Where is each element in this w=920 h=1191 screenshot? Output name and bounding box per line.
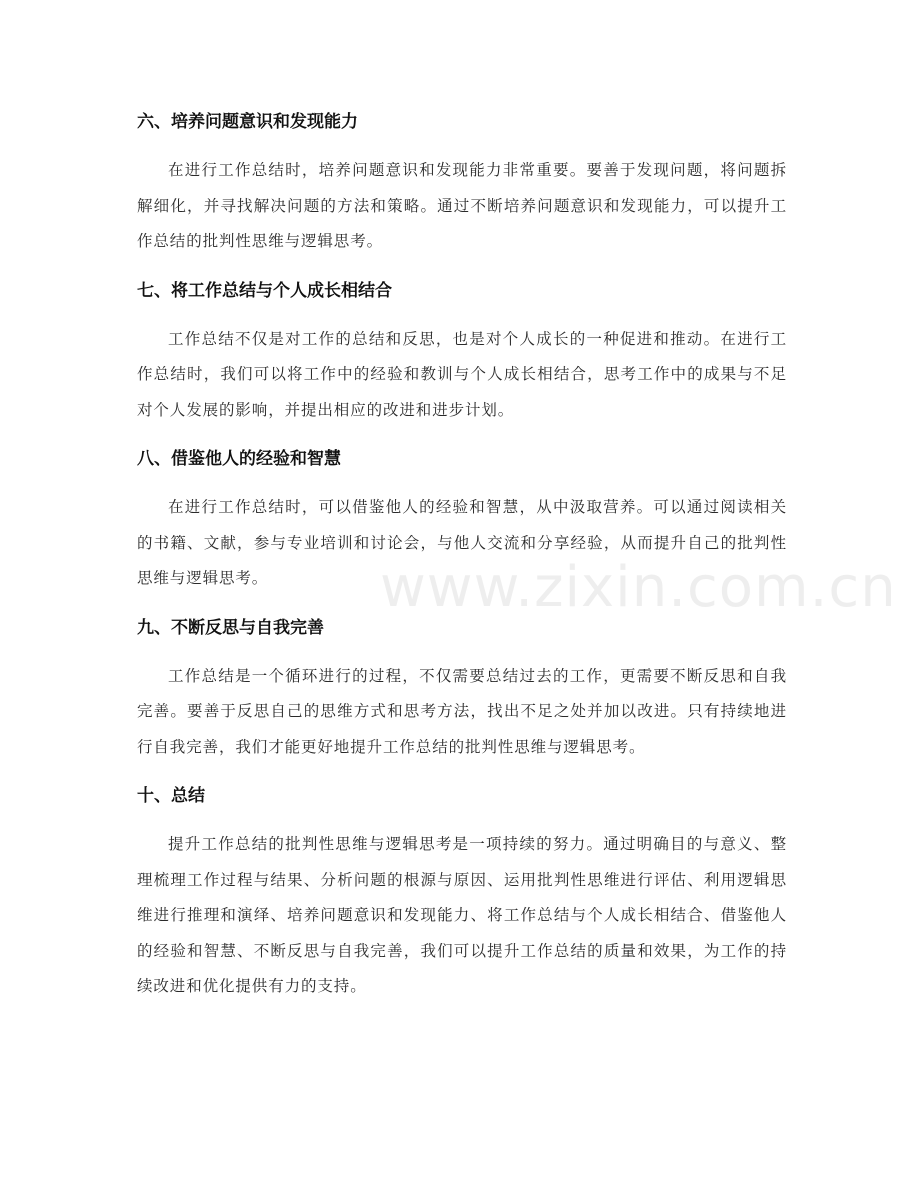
section-heading: 九、不断反思与自我完善: [137, 617, 324, 638]
section-heading: 七、将工作总结与个人成长相结合: [137, 280, 392, 301]
section-heading: 八、借鉴他人的经验和智慧: [137, 449, 341, 469]
section-paragraph: 工作总结不仅是对工作的总结和反思，也是对个人成长的一种促进和推动。在进行工作总结时，我们可以将工作中的经验和教训与个人成长相结合，思考工作中的成果与不足对个人发展的影响，并提出相应的改进和进步计划。: [137, 329, 787, 419]
section-paragraph: 在进行工作总结时，可以借鉴他人的经验和智慧，从中汲取营养。可以通过阅读相关的书籍、文献，参与专业培训和讨论会，与他人交流和分享经验，从而提升自己的批判性思维与逻辑思考。: [137, 498, 787, 587]
section-10: [137, 778, 787, 1005]
section-8: [137, 441, 787, 610]
section-heading: 六、培养问题意识和发现能力: [137, 112, 358, 132]
section-9: [137, 610, 787, 779]
section-paragraph: 工作总结是一个循环进行的过程，不仅需要总结过去的工作，更需要不断反思和自我完善。要善于反思自己的思维方式和思考方法，找出不足之处并加以改进。只有持续地进行自我完善，我们才能更好地提升工作总结的批判性思维与逻辑思考。: [137, 666, 787, 756]
section-heading: 十、总结: [137, 786, 205, 806]
section-paragraph: 在进行工作总结时，培养问题意识和发现能力非常重要。要善于发现问题，将问题拆解细化，并寻找解决问题的方法和策略。通过不断培养问题意识和发现能力，可以提升工作总结的批判性思维与逻辑思考。: [137, 161, 787, 250]
section-6: [137, 104, 787, 273]
document-body: [137, 104, 787, 1005]
watermark: www.zixin.com.cn: [380, 555, 897, 620]
section-paragraph: 提升工作总结的批判性思维与逻辑思考是一项持续的努力。通过明确目的与意义、整理梳理工作过程与结果、分析问题的根源与原因、运用批判性思维进行评估、利用逻辑思维进行推理和演绎、培养问题意识和发现能力、将工作总结与个人成长相结合、借鉴他人的经验和智慧、不断反思与自我完善，我们可以提升工作总结的质量和效果，为工作的持续改进和优化提供有力的支持。: [137, 835, 787, 995]
section-7: [137, 273, 787, 442]
